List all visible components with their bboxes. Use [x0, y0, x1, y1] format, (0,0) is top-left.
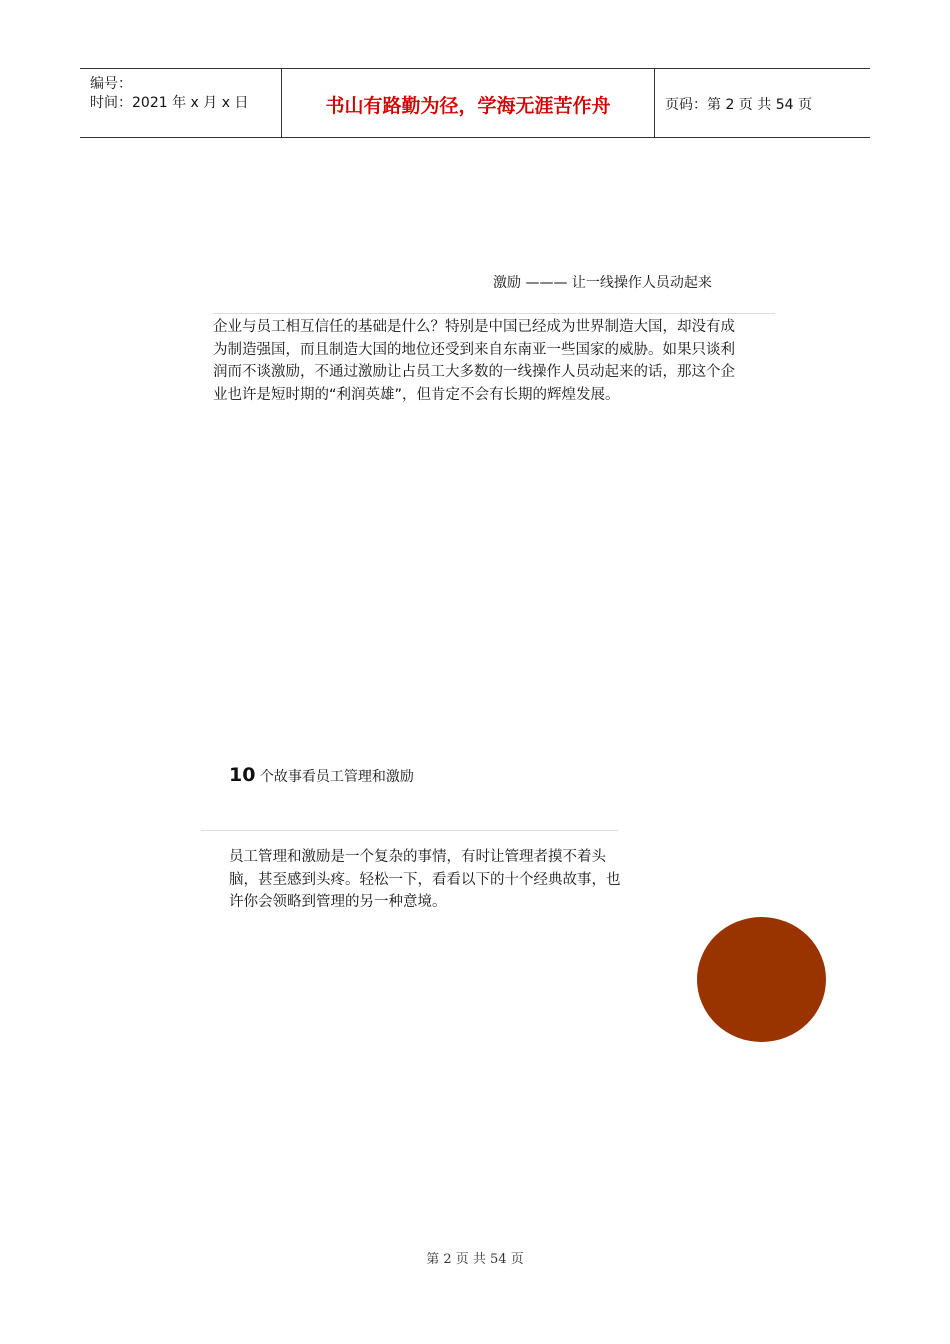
header-page-cell — [655, 69, 870, 137]
motto-text: 书山有路勤为径，学海无涯苦作舟 — [325, 95, 611, 117]
header-info-cell — [80, 69, 282, 137]
section2-title — [229, 764, 414, 786]
divider — [213, 313, 775, 314]
number-label: 编号： — [90, 76, 132, 92]
section1-title: 激励 ——— 让一线操作人员动起来 — [493, 275, 712, 291]
time-line: 时间：2021 年 x 月 x 日 — [90, 95, 249, 111]
section1-paragraph: 企业与员工相互信任的基础是什么？特别是中国已经成为世界制造大国，却没有成为制造强国，而且制造大国的地位还受到来自东南亚一些国家的威胁。如果只谈利润而不谈激励，不通过激励让占员工大多数的一线操作人员动起来的话，那这个企业也许是短时期的“利润英雄”，但肯定不会有长期的辉煌发展。 — [213, 319, 735, 403]
page-info: 页码：第 2 页 共 54 页 — [665, 97, 812, 113]
divider — [201, 830, 618, 831]
section2-paragraph: 员工管理和激励是一个复杂的事情，有时让管理者摸不着头脑，甚至感到头疼。轻松一下，看看以下的十个经典故事，也许你会领略到管理的另一种意境。 — [229, 849, 621, 910]
decorative-circle — [697, 917, 826, 1042]
section2-title-number: 10 — [229, 764, 256, 786]
header-motto-cell — [282, 69, 655, 137]
page-header — [80, 68, 870, 138]
page-footer: 第 2 页 共 54 页 — [426, 1252, 524, 1267]
section2-title-text: 个故事看员工管理和激励 — [255, 769, 414, 785]
